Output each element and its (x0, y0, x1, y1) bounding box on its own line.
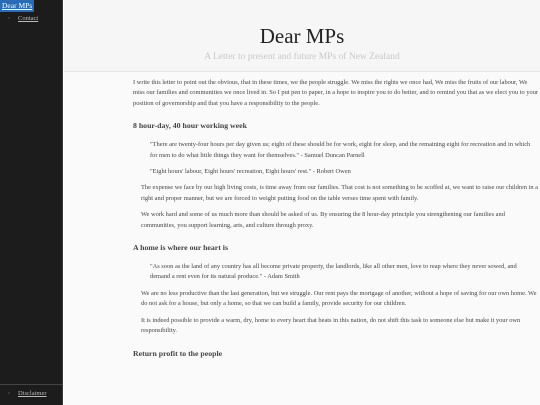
sidebar-item-label: Disclaimer (18, 390, 47, 397)
paragraph: We are no less productive than the last generation, but we struggle. Our rent pays the mortgage of another, without a hope of saving for our own home. We do not ask for a house, but only a home, so that we can build a family, provide security for our children. (141, 289, 537, 308)
quote-smith: "As soon as the land of any country has all become private property, the landlords, like all other men, love to reap where they never sowed, and demand a rent even for its natural produce." - Adam Smith (150, 263, 517, 281)
quote-owen: "Eight hours' labour, Eight hours' recreation, Eight hours' rest." - Robert Owen (150, 168, 351, 176)
intro-paragraph: I write this letter to point out the obvious, that in these times, we the people struggle. We miss the rights we once had, We miss the fruits of our labour, We miss our families and communities we once lived in. So I put pen to paper, in a hope to inspire you to do better, and to remind you that as we elect you to your position of governorship and that you have a responsibility to the people. (133, 79, 539, 107)
section-heading-home: A home is where our heart is (133, 243, 229, 253)
sidebar (0, 0, 63, 405)
section-heading-working-week: 8 hour-day, 40 hour working week (133, 121, 247, 131)
sidebar-item-disclaimer[interactable] (8, 390, 47, 398)
home-link[interactable]: Dear MPs (2, 1, 33, 10)
paragraph: The expense we face by our high living costs, is time away from our families. That cost is not something to be scoffed at, we want to raise our children in a right and proper manner, but we are forced to weight putting food on the table verses time spent with family. (141, 184, 538, 202)
letter-body (133, 78, 539, 368)
bullet-icon: ◦ (8, 390, 11, 397)
main-content (64, 0, 540, 405)
page-header (64, 0, 540, 72)
bullet-icon: ◦ (8, 15, 11, 22)
sidebar-item-label: Contact (18, 15, 39, 22)
section-heading-profit: Return profit to the people (133, 348, 223, 358)
sidebar-item-contact[interactable] (8, 15, 38, 23)
paragraph: It is indeed possible to provide a warm, dry, home to every heart that beats in this nation, do not shift this task to someone else but make it your own responsibility. (141, 316, 521, 335)
page-subtitle: A Letter to present and future MPs of New Zealand (204, 52, 400, 62)
sidebar-divider (0, 384, 63, 385)
paragraph: We work hard and some of us much more than should be asked of us. By ensuring the 8 hour-day principle you strengthening our families and communities, you support learning, arts, and culture through proxy. (141, 211, 505, 229)
page-title: Dear MPs (259, 24, 345, 48)
quote-parnell: "There are twenty-four hours per day given us; eight of these should be for work, eight for sleep, and the remaining eight for recreation and in which for men to do what little things they want for themselves." - Samuel Duncan Parnell (150, 141, 531, 159)
